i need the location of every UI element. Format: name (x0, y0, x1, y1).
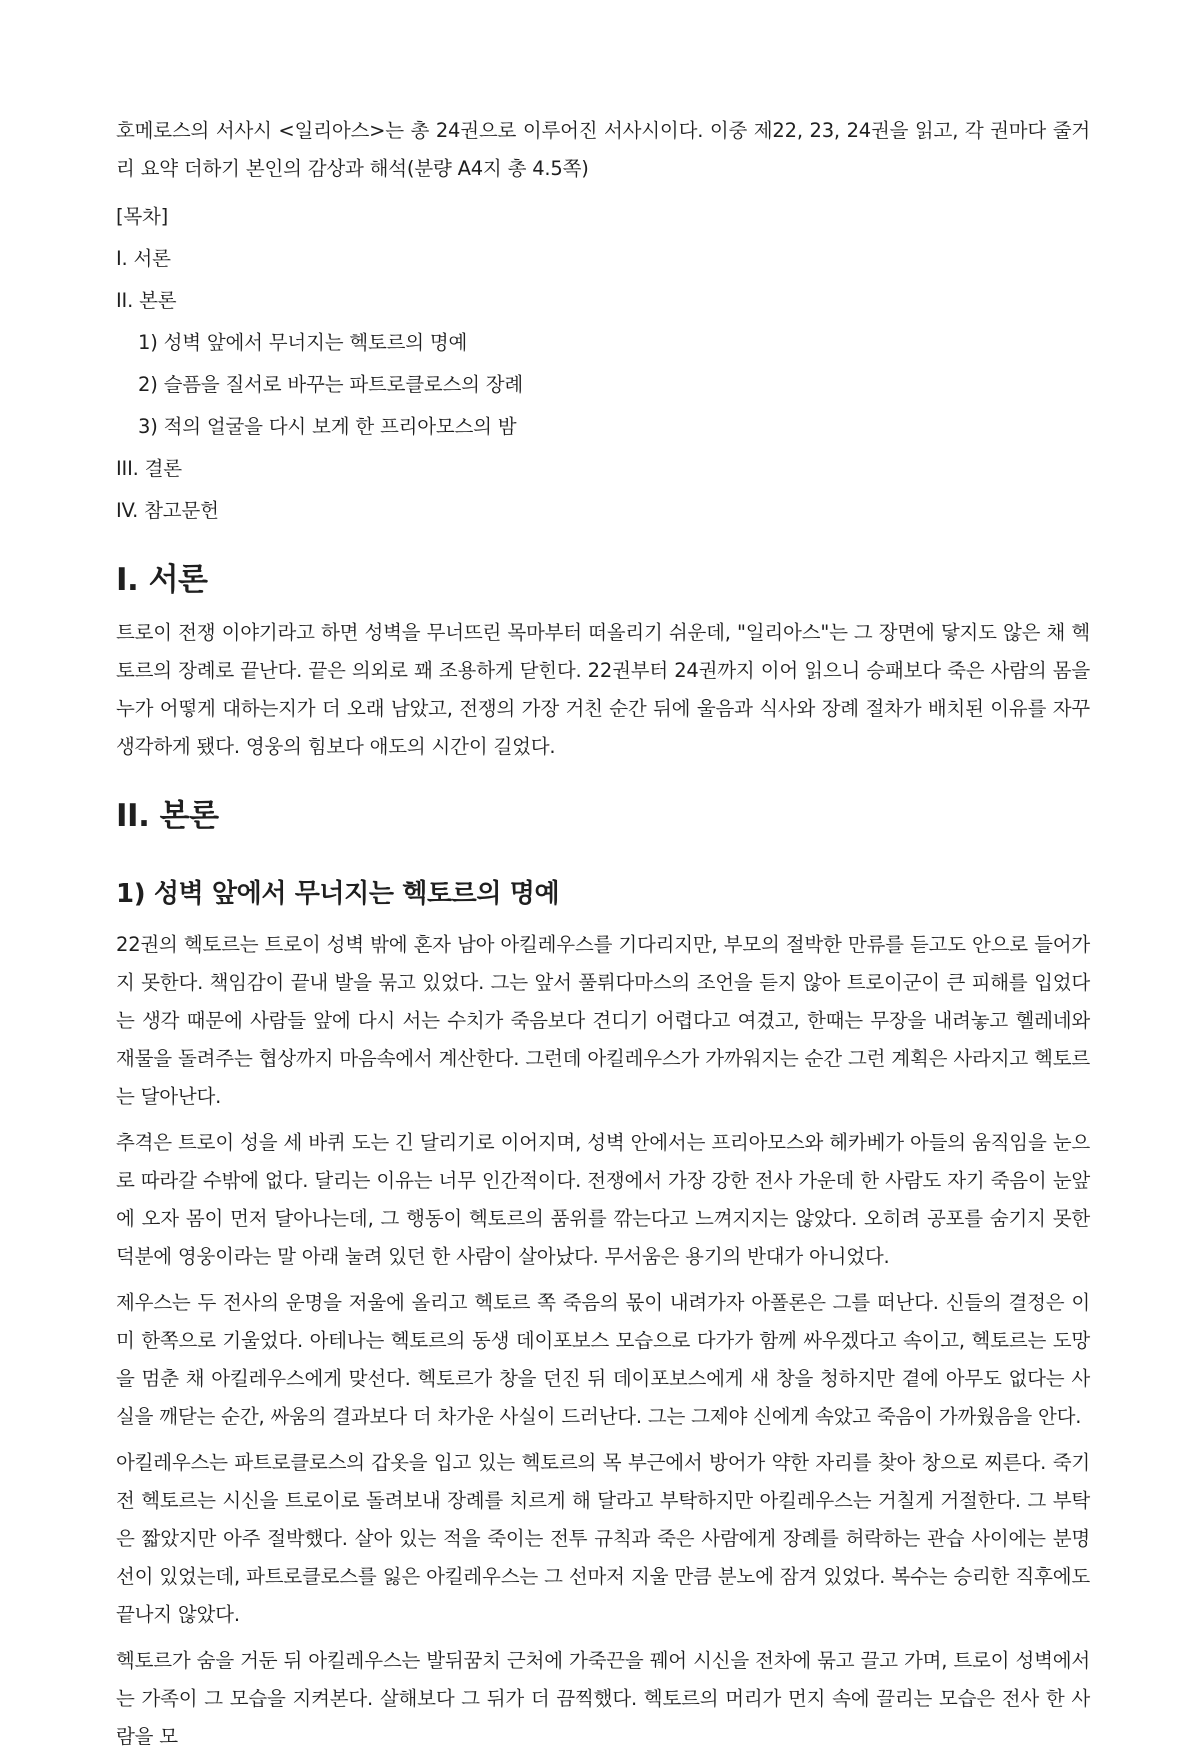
intro-heading: I. 서론 (116, 562, 208, 598)
toc-subitem: 2) 슬픔을 질서로 바꾸는 파트로클로스의 장례 (138, 373, 524, 396)
toc-heading: [목차] (116, 205, 169, 228)
toc-item: III. 결론 (116, 457, 182, 480)
assignment-prompt: 호메로스의 서사시 <일리아스>는 총 24권으로 이루어진 서사시이다. 이중 제22, 23, 24권을 읽고, 각 권마다 줄거리 요약 더하기 본인의 감상과 해석(분량 A4지 총 4.5쪽) (116, 119, 1090, 180)
body-paragraph: 아킬레우스는 파트로클로스의 갑옷을 입고 있는 헥토르의 목 부근에서 방어가 약한 자리를 찾아 창으로 찌른다. 죽기 전 헥토르는 시신을 트로이로 돌려보내 장례를 치르게 해 달라고 부탁하지만 아킬레우스는 거칠게 거절한다. 그 부탁은 짧았지만 아주 절박했다. 살아 있는 적을 죽이는 전투 규칙과 죽은 사람에게 장례를 허락하는 관습 사이에는 분명 선이 있었는데, 파트로클로스를 잃은 아킬레우스는 그 선마저 지울 만큼 분노에 잠겨 있었다. 복수는 승리한 직후에도 끝나지 않았다. (116, 1451, 1090, 1626)
body-paragraph: 22권의 헥토르는 트로이 성벽 밖에 혼자 남아 아킬레우스를 기다리지만, 부모의 절박한 만류를 듣고도 안으로 들어가지 못한다. 책임감이 끝내 발을 묶고 있었다. 그는 앞서 풀뤼다마스의 조언을 듣지 않아 트로이군이 큰 피해를 입었다는 생각 때문에 사람들 앞에 다시 서는 수치가 죽음보다 견디기 어렵다고 여겼고, 한때는 무장을 내려놓고 헬레네와 재물을 돌려주는 협상까지 마음속에서 계산한다. 그런데 아킬레우스가 가까워지는 순간 그런 계획은 사라지고 헥토르는 달아난다. (116, 933, 1090, 1108)
section-heading: 1) 성벽 앞에서 무너지는 헥토르의 명예 (116, 879, 560, 909)
toc-subitem: 3) 적의 얼굴을 다시 보게 한 프리아모스의 밤 (138, 415, 517, 438)
body-paragraph: 추격은 트로이 성을 세 바퀴 도는 긴 달리기로 이어지며, 성벽 안에서는 프리아모스와 헤카베가 아들의 움직임을 눈으로 따라갈 수밖에 없다. 달리는 이유는 너무 인간적이다. 전쟁에서 가장 강한 전사 가운데 한 사람도 자기 죽음이 눈앞에 오자 몸이 먼저 달아나는데, 그 행동이 헥토르의 품위를 깎는다고 느껴지지는 않았다. 오히려 공포를 숨기지 못한 덕분에 영웅이라는 말 아래 눌려 있던 한 사람이 살아났다. 무서움은 용기의 반대가 아니었다. (116, 1131, 1090, 1268)
body-paragraph: 제우스는 두 전사의 운명을 저울에 올리고 헥토르 쪽 죽음의 몫이 내려가자 아폴론은 그를 떠난다. 신들의 결정은 이미 한쪽으로 기울었다. 아테나는 헥토르의 동생 데이포보스 모습으로 다가가 함께 싸우겠다고 속이고, 헥토르는 도망을 멈춘 채 아킬레우스에게 맞선다. 헥토르가 창을 던진 뒤 데이포보스에게 새 창을 청하지만 곁에 아무도 없다는 사실을 깨닫는 순간, 싸움의 결과보다 더 차가운 사실이 드러난다. 그는 그제야 신에게 속았고 죽음이 가까웠음을 안다. (116, 1291, 1090, 1428)
toc-subitem: 1) 성벽 앞에서 무너지는 헥토르의 명예 (138, 331, 468, 354)
intro-paragraph: 트로이 전쟁 이야기라고 하면 성벽을 무너뜨린 목마부터 떠올리기 쉬운데, "일리아스"는 그 장면에 닿지도 않은 채 헥토르의 장례로 끝난다. 끝은 의외로 꽤 조용하게 닫힌다. 22권부터 24권까지 이어 읽으니 승패보다 죽은 사람의 몸을 누가 어떻게 대하는지가 더 오래 남았고, 전쟁의 가장 거친 순간 뒤에 울음과 식사와 장례 절차가 배치된 이유를 자꾸 생각하게 됐다. 영웅의 힘보다 애도의 시간이 길었다. (116, 621, 1090, 758)
body-heading: II. 본론 (116, 798, 219, 834)
toc-item: II. 본론 (116, 289, 177, 312)
toc-item: IV. 참고문헌 (116, 499, 219, 522)
toc-item: I. 서론 (116, 247, 171, 270)
body-paragraph: 헥토르가 숨을 거둔 뒤 아킬레우스는 발뒤꿈치 근처에 가죽끈을 꿰어 시신을 전차에 묶고 끌고 가며, 트로이 성벽에서는 가족이 그 모습을 지켜본다. 살해보다 그 뒤가 더 끔찍했다. 헥토르의 머리가 먼지 속에 끌리는 모습은 전사 한 사람을 모 (116, 1649, 1090, 1748)
table-of-contents (116, 240, 1090, 530)
